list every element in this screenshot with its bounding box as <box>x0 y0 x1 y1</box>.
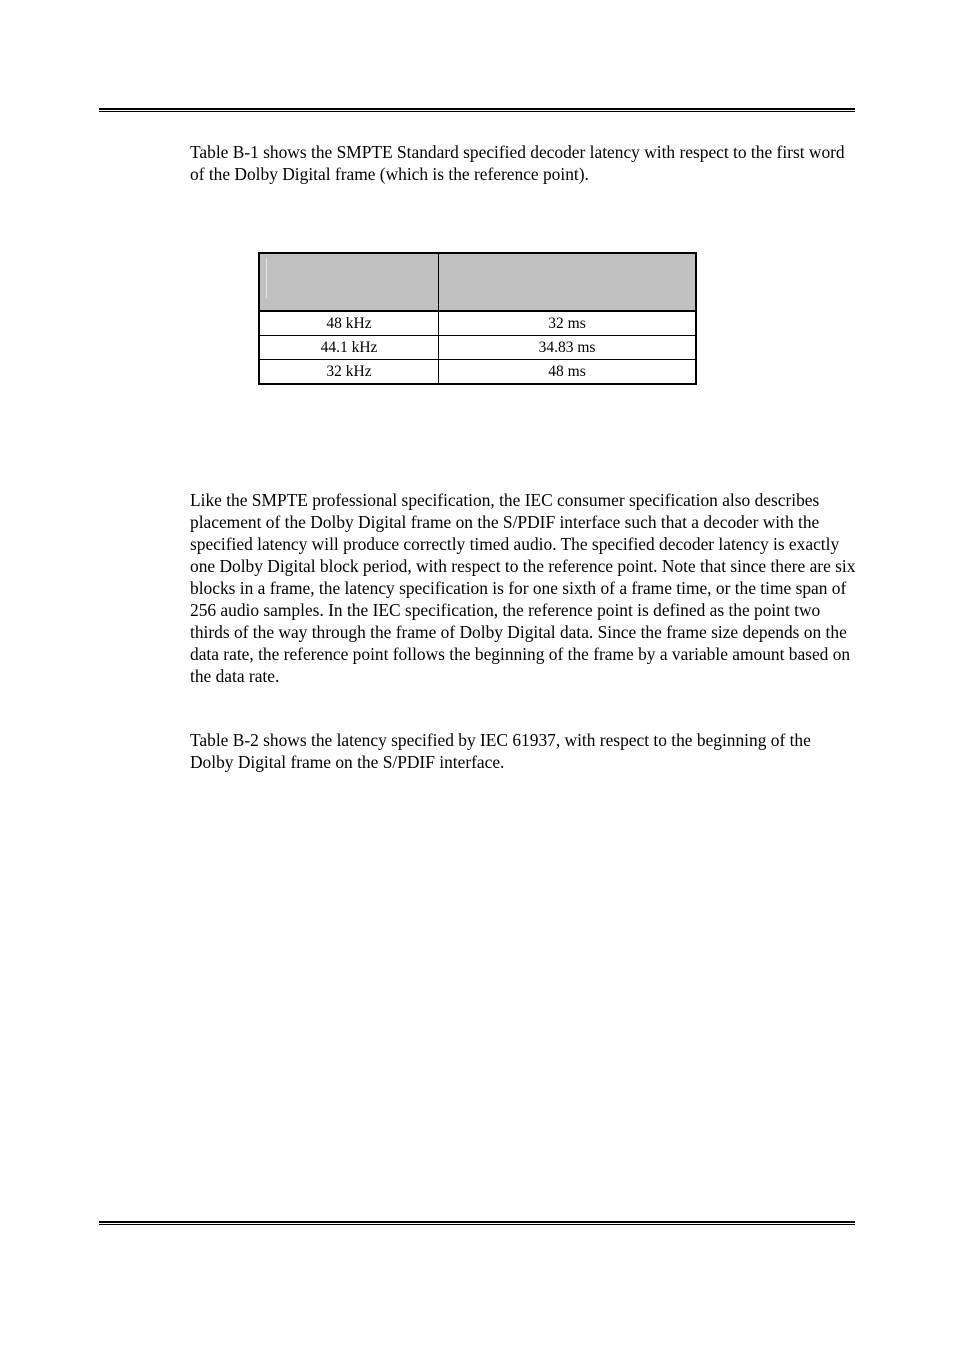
iec-description-paragraph: Like the SMPTE professional specification, the IEC consumer specification also describes placement of the Dolby Digital frame on the S/PDIF interface such that a decoder with the specified latency will produce correctly timed audio. The specified decoder latency is exactly one Dolby Digital block period, with respect to the reference point. Note that since there are six blocks in a frame, the latency specification is for one sixth of a frame time, or the time span of 256 audio samples. In the IEC specification, the reference point is defined as the point two thirds of the way through the frame of Dolby Digital data. Since the frame size depends on the data rate, the reference point follows the beginning of the frame by a variable amount based on the data rate. <box>190 490 856 686</box>
latency-cell: 32 ms <box>439 311 697 336</box>
sample-rate-cell: 44.1 kHz <box>259 336 439 360</box>
footer-rule <box>99 1221 855 1225</box>
table-header-row <box>259 253 696 311</box>
header-rule <box>99 108 855 112</box>
latency-table-b1 <box>258 252 697 385</box>
table-b2-intro-paragraph: Table B-2 shows the latency specified by IEC 61937, with respect to the beginning of the Dolby Digital frame on the S/PDIF interface. <box>190 730 811 772</box>
sample-rate-cell: 48 kHz <box>259 311 439 336</box>
latency-cell: 48 ms <box>439 360 697 385</box>
table-row <box>259 336 696 360</box>
latency-cell: 34.83 ms <box>439 336 697 360</box>
header-sample-rate <box>259 253 439 311</box>
table-row <box>259 311 696 336</box>
table-row <box>259 360 696 385</box>
header-cell-mark <box>266 258 267 298</box>
header-latency <box>439 253 697 311</box>
sample-rate-cell: 32 kHz <box>259 360 439 385</box>
intro-paragraph: Table B-1 shows the SMPTE Standard specified decoder latency with respect to the first word of the Dolby Digital frame (which is the reference point). <box>190 142 845 184</box>
